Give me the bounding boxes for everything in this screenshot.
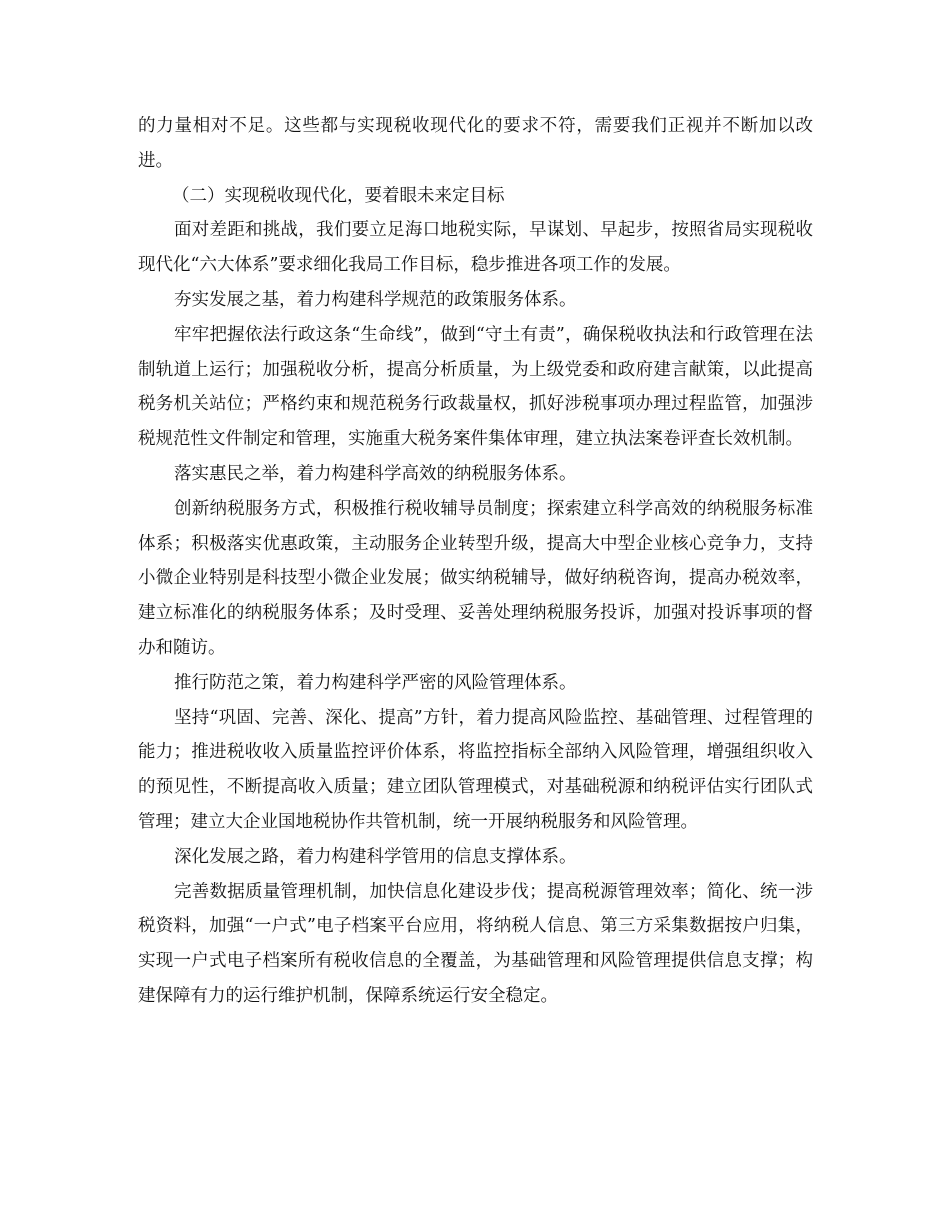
paragraph: 坚持“巩固、完善、深化、提高”方针，着力提高风险监控、基础管理、过程管理的能力；推进税收收入质量监控评价体系，将监控指标全部纳入风险管理，增强组织收入的预见性，不断提高收入质量；建立团队管理模式，对基础税源和纳税评估实行团队式管理；建立大企业国地税协作共管机制，统一开展纳税服务和风险管理。 bbox=[138, 707, 813, 832]
subheading-risk-management: 推行防范之策，着力构建科学严密的风险管理体系。 bbox=[174, 672, 577, 693]
paragraph: 创新纳税服务方式，积极推行税收辅导员制度；探索建立科学高效的纳税服务标准体系；积极落实优惠政策，主动服务企业转型升级，提高大中型企业核心竞争力，支持小微企业特别是科技型小微企业发展；做实纳税辅导，做好纳税咨询，提高办税效率，建立标准化的纳税服务体系；及时受理、妥善处理纳税服务投诉，加强对投诉事项的督办和随访。 bbox=[138, 498, 813, 658]
subheading-information-support: 深化发展之路，着力构建科学管用的信息支撑体系。 bbox=[174, 846, 577, 867]
paragraph: 牢牢把握依法行政这条“生命线”，做到“守土有责”，确保税收执法和行政管理在法制轨道上运行；加强税收分析，提高分析质量，为上级党委和政府建言献策，以此提高税务机关站位；严格约束和规范税务行政裁量权，抓好涉税事项办理过程监管，加强涉税规范性文件制定和管理，实施重大税务案件集体审理，建立执法案卷评查长效机制。 bbox=[138, 324, 813, 450]
subheading-tax-service: 落实惠民之举，着力构建科学高效的纳税服务体系。 bbox=[174, 463, 577, 484]
section-heading: （二）实现税收现代化，要着眼未来定目标 bbox=[172, 185, 505, 206]
document-body bbox=[138, 109, 813, 1014]
paragraph: 完善数据质量管理机制，加快信息化建设步伐；提高税源管理效率；简化、统一涉税资料，加强“一户式”电子档案平台应用，将纳税人信息、第三方采集数据按户归集，实现一户式电子档案所有税收信息的全覆盖，为基础管理和风险管理提供信息支撑；构建保障有力的运行维护机制，保障系统运行安全稳定。 bbox=[138, 881, 813, 1006]
subheading-policy-service: 夯实发展之基，着力构建科学规范的政策服务体系。 bbox=[174, 289, 577, 310]
paragraph-continuation: 的力量相对不足。这些都与实现税收现代化的要求不符，需要我们正视并不断加以改进。 bbox=[138, 116, 813, 171]
paragraph: 面对差距和挑战，我们要立足海口地税实际，早谋划、早起步，按照省局实现税收现代化“六大体系”要求细化我局工作目标，稳步推进各项工作的发展。 bbox=[138, 220, 813, 276]
